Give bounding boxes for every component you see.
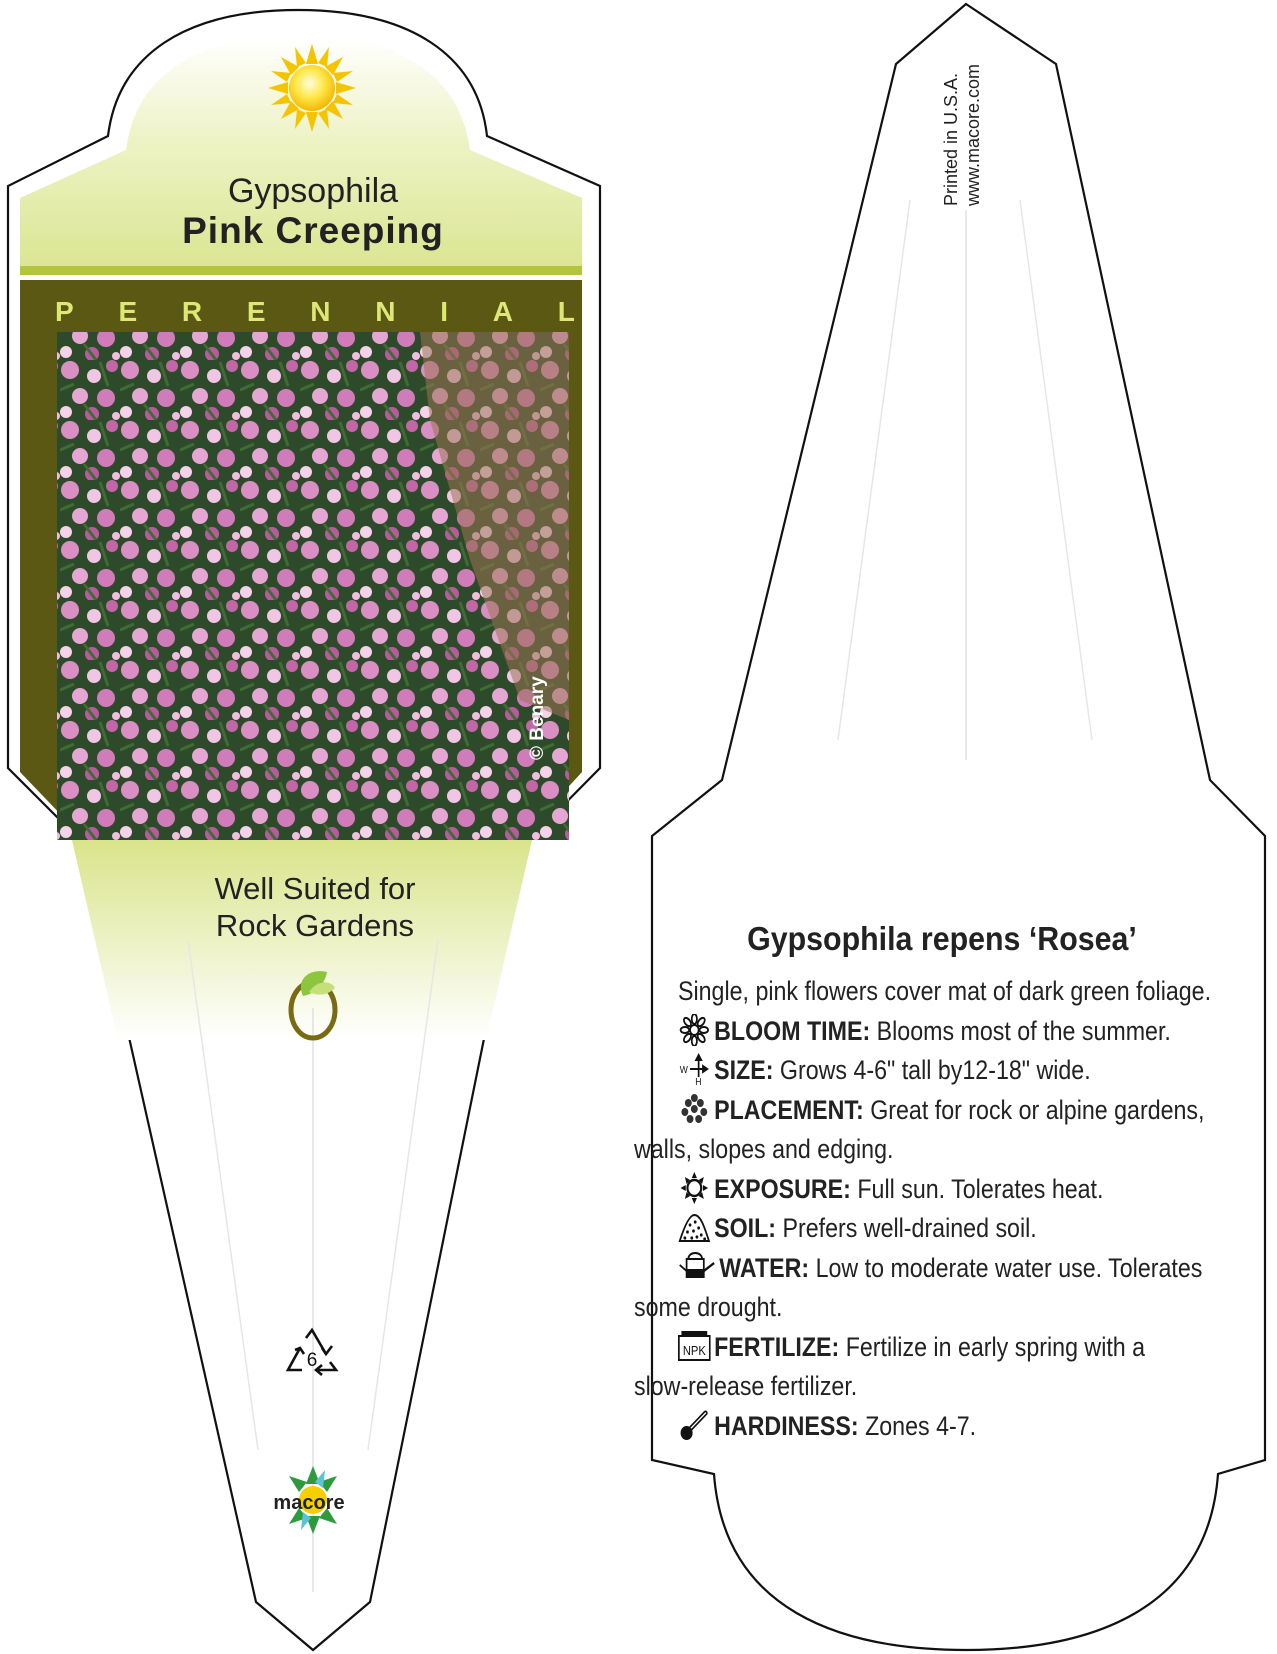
plant-photo: [57, 332, 569, 840]
sun-icon: [268, 44, 356, 132]
care-text: Grows 4-6" tall by12-18" wide.: [779, 1055, 1091, 1085]
care-item-bloom: [678, 1012, 1171, 1052]
flower-icon: [678, 1014, 711, 1046]
care-text: Fertilize in early spring with a: [845, 1331, 1146, 1362]
size-icon-h: H: [695, 1076, 702, 1085]
category-letter: R: [181, 296, 203, 327]
care-text: Prefers well-drained soil.: [782, 1213, 1037, 1243]
care-item-placement: [678, 1091, 1205, 1131]
category-letter: I: [440, 296, 449, 327]
category-letter: N: [310, 296, 331, 327]
care-item-fertilize: [678, 1328, 1160, 1368]
category-letter: P: [55, 296, 74, 327]
care-label: EXPOSURE:: [714, 1173, 851, 1204]
category-letter: E: [246, 296, 266, 327]
watering-can-icon: [678, 1251, 716, 1283]
care-label: BLOOM TIME:: [714, 1015, 871, 1046]
npk-label: NPK: [682, 1342, 706, 1358]
tagline-line1: Well Suited for: [214, 871, 416, 906]
botanical-name: Gypsophila repens ‘Rosea’: [747, 920, 1137, 957]
placement-icon: [678, 1093, 711, 1125]
care-item-size: [678, 1051, 1160, 1091]
brand-name: macore: [273, 1492, 345, 1514]
care-continuation: some drought.: [634, 1292, 783, 1322]
care-label: FERTILIZE:: [714, 1331, 840, 1362]
thermometer-icon: [678, 1409, 711, 1441]
care-label: HARDINESS:: [714, 1410, 859, 1441]
care-continuation: slow-release fertilizer.: [634, 1371, 858, 1401]
common-name-line2: Pink Creeping: [182, 210, 444, 251]
soil-icon: [678, 1211, 711, 1243]
description: Single, pink flowers cover mat of dark green foliage.: [678, 976, 1212, 1006]
care-item-soil: [678, 1209, 1160, 1249]
common-name-line1: Gypsophila: [227, 172, 399, 210]
care-text: Full sun. Tolerates heat.: [857, 1173, 1104, 1204]
category-letter: L: [557, 296, 575, 327]
care-label: SOIL:: [714, 1213, 777, 1243]
size-icon-w: W: [679, 1064, 688, 1076]
care-text: Blooms most of the summer.: [876, 1015, 1171, 1046]
category-letter: E: [118, 296, 138, 327]
care-item-exposure: [678, 1170, 1160, 1210]
photo-credit: © Benary: [527, 676, 548, 760]
recycle-code: 6: [306, 1350, 318, 1371]
size-icon: [678, 1053, 711, 1085]
category-letter: A: [492, 296, 514, 327]
category-label: [55, 296, 575, 328]
exposure-sun-icon: [678, 1172, 711, 1204]
npk-icon: [678, 1330, 711, 1362]
care-item-hardiness: [678, 1407, 1160, 1447]
care-instructions: [634, 972, 1238, 1446]
printed-line1: Printed in U.S.A.: [941, 72, 961, 206]
care-text: Low to moderate water use. Tolerates: [815, 1252, 1203, 1283]
care-text: Great for rock or alpine gardens,: [870, 1094, 1205, 1125]
care-label: WATER:: [719, 1252, 810, 1283]
category-letter: N: [375, 296, 396, 327]
printed-info: [940, 64, 984, 206]
tagline-line2: Rock Gardens: [215, 908, 415, 943]
care-text: Zones 4-7.: [865, 1410, 977, 1441]
tagline: [120, 870, 510, 944]
printed-line2: www.macore.com: [963, 63, 983, 206]
care-label: SIZE:: [714, 1055, 774, 1085]
care-label: PLACEMENT:: [714, 1094, 864, 1125]
care-item-water: [678, 1249, 1203, 1289]
care-continuation: walls, slopes and edging.: [634, 1134, 894, 1164]
